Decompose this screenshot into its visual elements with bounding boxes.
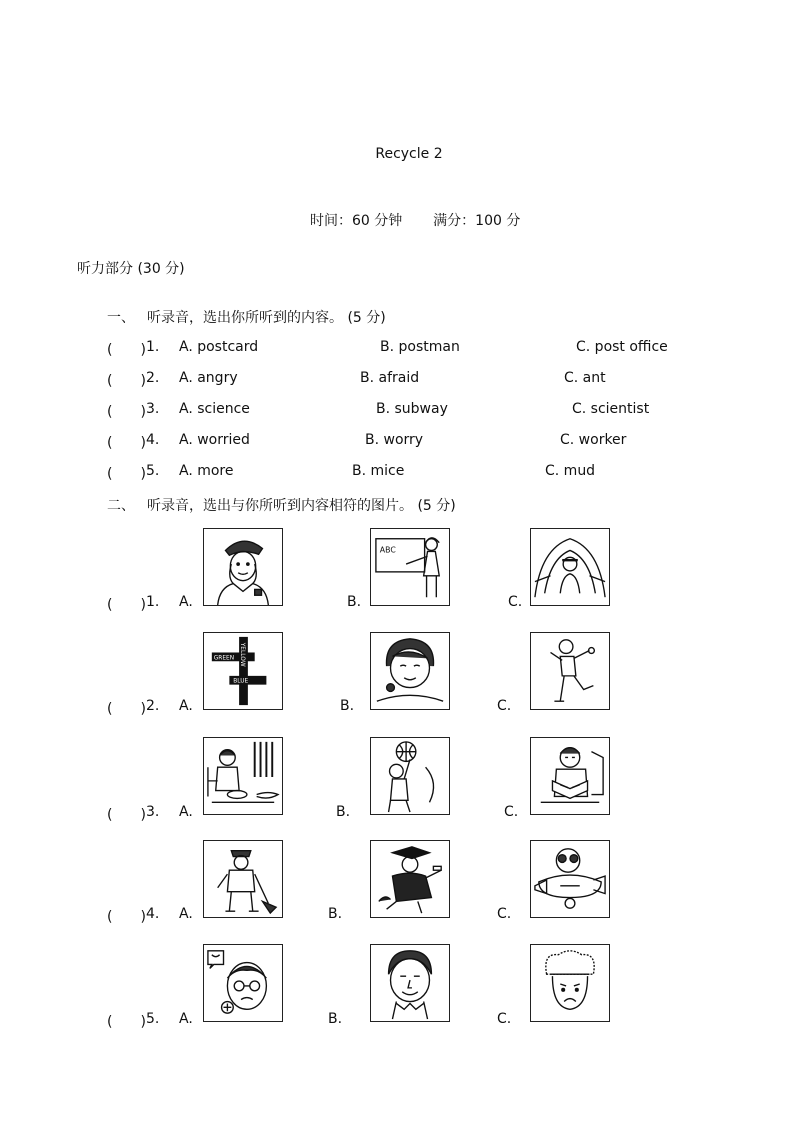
worried-boy-picture[interactable] [203,944,283,1022]
question-number: 3. [146,401,160,417]
cooking-picture[interactable] [203,737,283,815]
crossword-yellow: YELLOW [239,642,246,667]
option-c: C. [508,594,523,610]
crossword-colors-picture[interactable] [203,632,283,710]
option-b: B. [328,1011,343,1027]
answer-blank[interactable]: ( ) [107,701,146,717]
option-a: A. more [179,463,234,479]
option-b: B. worry [365,432,424,448]
teacher-picture[interactable] [370,528,450,606]
option-c: C. [497,698,512,714]
option-c: C. [497,906,512,922]
option-c: C. ant [564,370,606,386]
option-c: C. post office [576,339,668,355]
answer-blank[interactable]: ( ) [107,342,146,358]
listening-section-title: 听力部分 (30 分) [77,261,185,277]
option-b: B. [340,698,355,714]
pilot-cockpit-picture[interactable] [530,528,610,606]
answer-blank[interactable]: ( ) [107,435,146,451]
exam-time: 时间：60 分钟 [310,213,403,229]
answer-blank[interactable]: ( ) [107,597,146,613]
basketball-picture[interactable] [370,737,450,815]
man-reading-picture[interactable] [530,737,610,815]
question-number: 5. [146,1011,160,1027]
answer-blank[interactable]: ( ) [107,909,146,925]
answer-blank[interactable]: ( ) [107,373,146,389]
part1-number: 一、 [107,310,135,326]
exam-meta [310,210,524,230]
sad-cook-picture[interactable] [530,944,610,1022]
part2-heading: 听录音，选出与你所听到内容相符的图片。 (5 分) [147,498,456,514]
option-b: B. subway [376,401,448,417]
smiling-man-picture[interactable] [370,944,450,1022]
question-number: 2. [146,698,160,714]
option-b: B. mice [352,463,405,479]
pilot-plane-picture[interactable] [530,840,610,918]
option-a: A. angry [179,370,238,386]
answer-blank[interactable]: ( ) [107,466,146,482]
question-number: 1. [146,339,160,355]
part1-heading: 听录音，选出你所听到的内容。 (5 分) [147,310,386,326]
kung-fu-picture[interactable] [530,632,610,710]
option-b: B. [336,804,351,820]
part2-number: 二、 [107,498,135,514]
option-c: C. [497,1011,512,1027]
option-a: A. [179,906,193,922]
option-c: C. worker [560,432,627,448]
option-c: C. [504,804,519,820]
option-a: A. [179,698,193,714]
answer-blank[interactable]: ( ) [107,404,146,420]
question-number: 4. [146,906,160,922]
option-b: B. postman [380,339,460,355]
exam-score: 满分：100 分 [433,213,521,229]
answer-blank[interactable]: ( ) [107,807,146,823]
girl-reading-picture[interactable] [370,632,450,710]
crossword-blue: BLUE [233,678,249,685]
option-c: C. scientist [572,401,650,417]
crossword-green: GREEN [213,655,235,662]
option-c: C. mud [545,463,596,479]
question-number: 5. [146,463,160,479]
option-a: A. postcard [179,339,259,355]
option-a: A. science [179,401,250,417]
option-a: A. [179,1011,193,1027]
blackboard-text: ABC [379,545,396,555]
question-number: 2. [146,370,160,386]
page-title: Recycle 2 [375,146,443,162]
question-number: 3. [146,804,160,820]
question-number: 1. [146,594,160,610]
answer-blank[interactable]: ( ) [107,1014,146,1030]
option-a: A. [179,594,193,610]
option-b: B. afraid [360,370,420,386]
graduate-picture[interactable] [370,840,450,918]
option-a: A. worried [179,432,250,448]
option-b: B. [328,906,343,922]
option-a: A. [179,804,193,820]
question-number: 4. [146,432,160,448]
police-officer-picture[interactable] [203,528,283,606]
cleaner-picture[interactable] [203,840,283,918]
option-b: B. [347,594,362,610]
